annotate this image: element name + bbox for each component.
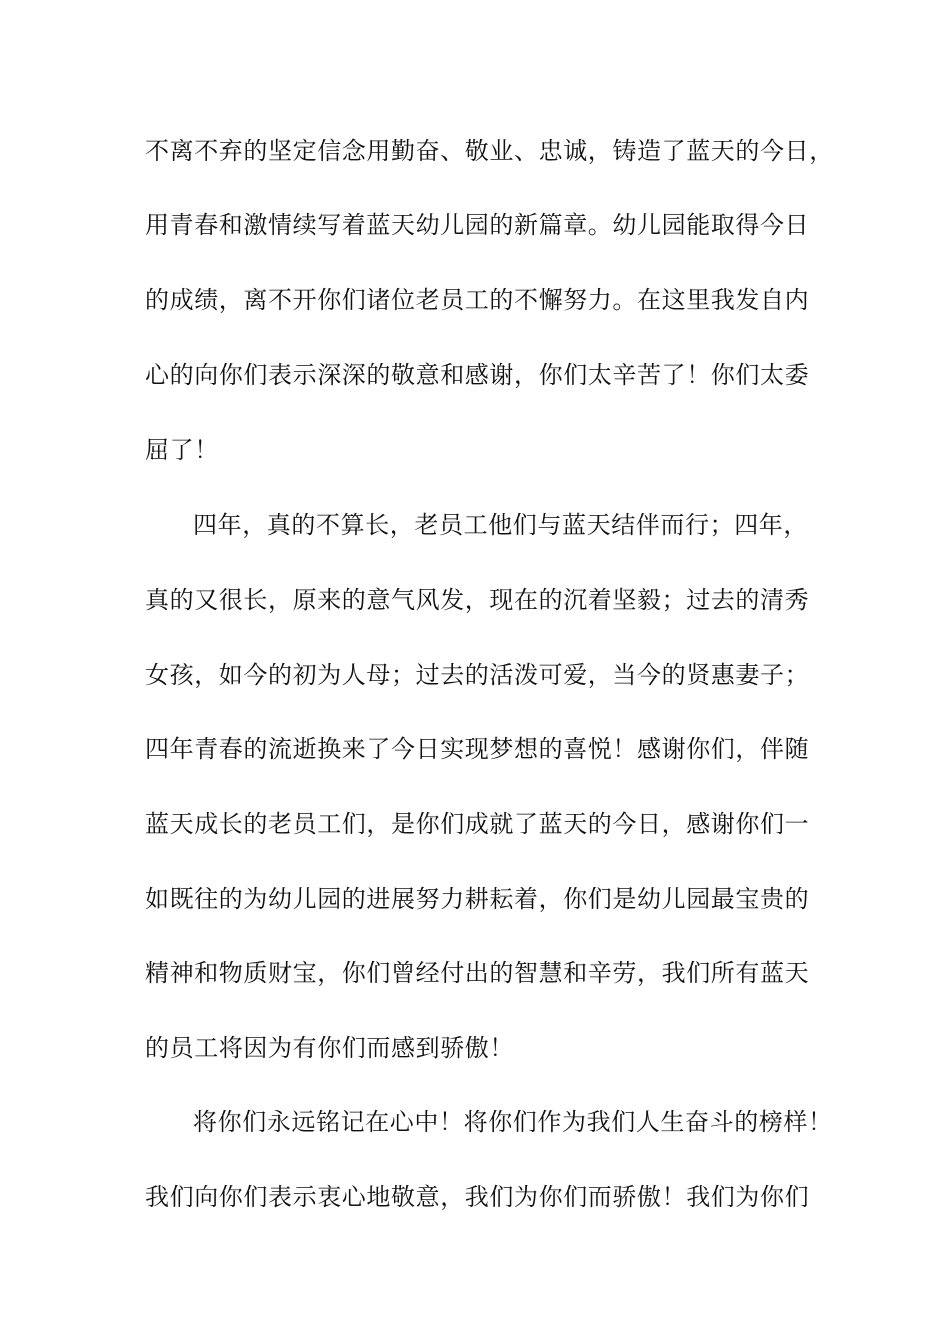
text-line: 心的向你们表示深深的敬意和感谢，你们太辛苦了！你们太委 — [145, 361, 810, 389]
text-line: 屈了！ — [145, 436, 219, 464]
text-line: 的员工将因为有你们而感到骄傲！ — [145, 1034, 514, 1062]
text-line: 女孩，如今的初为人母；过去的活泼可爱，当今的贤惠妻子； — [145, 661, 810, 689]
text-line: 用青春和激情续写着蓝天幼儿园的新篇章。幼儿园能取得今日 — [145, 211, 810, 239]
paragraph-first-line: 四年，真的不算长，老员工他们与蓝天结伴而行；四年， — [193, 511, 808, 539]
text-line: 真的又很长，原来的意气风发，现在的沉着坚毅；过去的清秀 — [145, 586, 810, 614]
text-line: 四年青春的流逝换来了今日实现梦想的喜悦！感谢你们，伴随 — [145, 735, 810, 763]
text-line: 如既往的为幼儿园的进展努力耕耘着，你们是幼儿园最宝贵的 — [145, 885, 810, 913]
text-line: 的成绩，离不开你们诸位老员工的不懈努力。在这里我发自内 — [145, 286, 810, 314]
text-line: 精神和物质财宝，你们曾经付出的智慧和辛劳，我们所有蓝天 — [145, 959, 810, 987]
text-line: 不离不弃的坚定信念用勤奋、敬业、忠诚，铸造了蓝天的今日， — [145, 137, 834, 165]
text-line: 蓝天成长的老员工们，是你们成就了蓝天的今日，感谢你们一 — [145, 810, 810, 838]
text-line: 我们向你们表示衷心地敬意，我们为你们而骄傲！我们为你们 — [145, 1183, 810, 1211]
paragraph-first-line: 将你们永远铭记在心中！将你们作为我们人生奋斗的榜样！ — [193, 1108, 833, 1136]
